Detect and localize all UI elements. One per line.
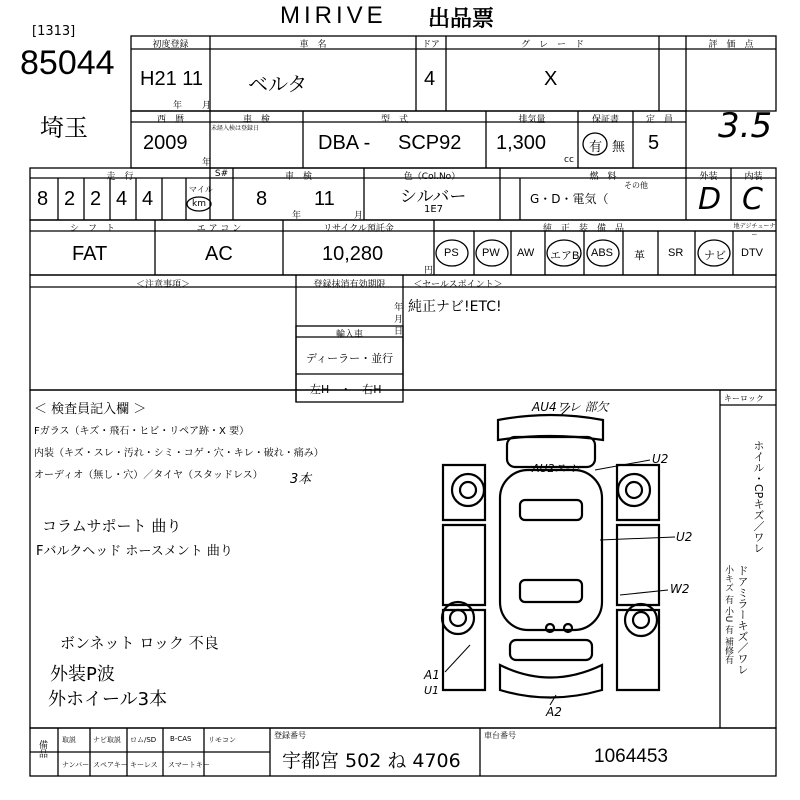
equip-pw: PW (482, 247, 500, 259)
label-grade: グ レ ー ド (520, 40, 584, 50)
color-name: シルバー (400, 187, 467, 207)
label-type: 型 式 (380, 115, 408, 125)
note-column-support: コラムサポート 曲り (42, 517, 182, 535)
label-name: 車 名 (299, 40, 327, 50)
damage-a2: A2 (546, 705, 562, 719)
note-exterior: 外装P波 (50, 664, 115, 685)
type-code: SCP92 (398, 132, 462, 154)
note-bonnet: ボンネット ロック 不良 (60, 634, 219, 652)
damage-au2: AU2ス-レ (532, 462, 581, 475)
year-value: 2009 (143, 132, 188, 154)
acc-manual: 取説 (62, 736, 76, 744)
steering-value: 左H ・ 右H (310, 383, 382, 396)
insp-month-tsuki: 月 (354, 211, 364, 221)
label-inspection: 車 検 (242, 115, 270, 125)
acc-remote: リモコン (208, 736, 236, 744)
dealer-value: ディーラー・並行 (306, 352, 394, 365)
label-color: 色（Col.No） (403, 172, 461, 182)
label-displacement: 排気量 (518, 115, 546, 125)
reg-date-day: 日 (394, 327, 404, 337)
damage-u1: U1 (424, 684, 440, 697)
warranty-yes: 有 (589, 140, 603, 155)
equip-ps: PS (444, 247, 459, 259)
label-sales-point: ＜セールスポイント＞ (413, 280, 503, 290)
label-first-reg: 初度登録 (152, 40, 189, 50)
lot-tag: [1313] (32, 24, 76, 39)
damage-u2-front: U2 (652, 452, 669, 466)
first-reg-nen: 年 (173, 101, 183, 111)
label-vehicle-inspection: 車 検 (284, 172, 312, 182)
brand-logo: MIRIVE (280, 2, 387, 29)
label-year: 西 暦 (156, 115, 184, 125)
equip-abs: ABS (591, 247, 614, 259)
inspection-tire-count: 3本 (290, 472, 312, 487)
side-note-wheel: ホイル・CPキズ／ワレ (752, 440, 765, 554)
label-fuel: 燃 料 (589, 172, 617, 182)
label-aircon: エ ア コ ン (196, 224, 242, 234)
label-notes: ＜注意事項＞ (135, 280, 190, 290)
equip-navi: ナビ (704, 250, 726, 262)
acc-plate: ナンバー (62, 761, 90, 769)
label-reg-number: 登録番号 (274, 731, 306, 740)
acc-rom: ロム/SD (130, 736, 157, 744)
label-recycle: リサイクル預託金 (323, 224, 394, 234)
sales-point-text: 純正ナビ!ETC! (408, 299, 502, 315)
note-wheels: 外ホイール3本 (48, 689, 168, 710)
equipment-top-right: 地デジチューナー (733, 223, 776, 239)
equip-sr: SR (668, 247, 684, 259)
equip-aw: AW (517, 247, 535, 259)
label-shift: シ フ ト (69, 224, 115, 234)
recycle-yen: 円 (424, 266, 434, 276)
label-interior: 内装 (744, 172, 763, 182)
insp-year-value: 8 (256, 188, 268, 210)
label-chassis: 車台番号 (484, 731, 516, 740)
mileage-mile: マイル (189, 185, 213, 194)
exterior-grade: D (698, 182, 722, 217)
note-bulkhead: Fバルクヘッド ホースメント 曲り (36, 544, 233, 559)
doors-value: 4 (424, 68, 436, 90)
reg-date-nen: 年 (394, 303, 404, 313)
recycle-value: 10,280 (322, 243, 384, 265)
acc-smart-key: スマートキー (168, 761, 210, 769)
label-equipment: 純 正 装 備 品 (542, 224, 624, 234)
damage-u2-side: U2 (676, 530, 693, 544)
first-reg-tsuki: 月 (202, 101, 212, 111)
capacity-value: 5 (648, 132, 660, 154)
mileage-digit-2: 2 (64, 188, 76, 210)
displacement-cc: cc (564, 155, 574, 165)
reg-date-tsuki: 月 (394, 315, 404, 325)
car-diagram (442, 415, 659, 698)
lot-number: 85044 (20, 44, 115, 82)
type-prefix: DBA - (318, 132, 371, 154)
mileage-km: km (192, 199, 206, 209)
lot-region: 埼玉 (40, 114, 88, 142)
side-note-small: 小キズ 有 小U 有 補修有 (723, 565, 733, 665)
acc-navi-manual: ナビ取説 (93, 736, 121, 744)
label-reg-date: 登録抹消有効期限 (313, 280, 386, 290)
label-mileage: 走 行 (106, 172, 134, 182)
label-keyless: キーロック (724, 394, 764, 403)
label-shaft: S# (214, 169, 229, 179)
label-warranty: 保証書 (591, 115, 619, 125)
insp-month-value: 11 (314, 188, 335, 210)
evaluation-score: 3.5 (718, 106, 773, 146)
inspection-interior: 内装（キズ・スレ・汚れ・シミ・コゲ・穴・キレ・破れ・痛み） (34, 448, 324, 459)
mileage-digit-4: 4 (116, 188, 128, 210)
label-import: 輸入車 (335, 330, 363, 340)
reg-number-value: 宇都宮 502 ね 4706 (282, 750, 461, 772)
equip-dtv: DTV (741, 247, 763, 259)
label-accessories: 備品 (37, 740, 47, 758)
chassis-value: 1064453 (594, 746, 668, 767)
label-inspector: ＜ 検査員記入欄 ＞ (34, 402, 147, 417)
equip-leather: 革 (634, 250, 645, 262)
mileage-digit-1: 8 (37, 188, 49, 210)
acc-bcas: B-CAS (170, 735, 192, 743)
insp-year-nen: 年 (292, 211, 302, 221)
damage-au4: AU4ワレ 部欠 (532, 400, 609, 414)
mileage-digit-5: 4 (142, 188, 154, 210)
acc-spare-key: スペアキー (93, 761, 128, 769)
label-evaluation: 評 価 点 (708, 40, 754, 50)
mileage-digit-3: 2 (90, 188, 102, 210)
interior-grade: C (742, 182, 763, 217)
label-doors: ドア (422, 40, 440, 50)
side-note-mirror: ドアミラーキズ／ワレ (736, 565, 749, 675)
no-inspection-note: 未経入検は登録日 (211, 125, 260, 132)
aircon-value: AC (205, 243, 233, 265)
fuel-other: その他 (624, 181, 648, 190)
warranty-no: 無 (612, 140, 626, 155)
year-nen: 年 (202, 158, 212, 168)
fuel-options: G・D・電気（ (530, 192, 609, 206)
damage-a1: A1 (424, 668, 440, 682)
damage-w2: W2 (670, 582, 690, 596)
color-code: 1E7 (424, 204, 444, 215)
inspection-glass: Fガラス（キズ・飛石・ヒビ・リペア跡・X 要） (34, 426, 250, 437)
shift-value: FAT (72, 243, 108, 265)
inspection-audio-tire: オーディオ（無し・穴）／タイヤ（スタッドレス） (34, 470, 263, 481)
first-reg-value: H21 11 (140, 68, 204, 90)
form-title: 出品票 (428, 7, 495, 32)
displacement-value: 1,300 (496, 132, 547, 154)
label-exterior: 外装 (699, 172, 718, 182)
car-name-value: ベルタ (248, 74, 308, 96)
equip-airbag: エアB (550, 250, 580, 262)
grade-value: X (544, 68, 558, 90)
acc-keyless: キーレス (130, 761, 158, 769)
label-capacity: 定 員 (645, 115, 673, 125)
